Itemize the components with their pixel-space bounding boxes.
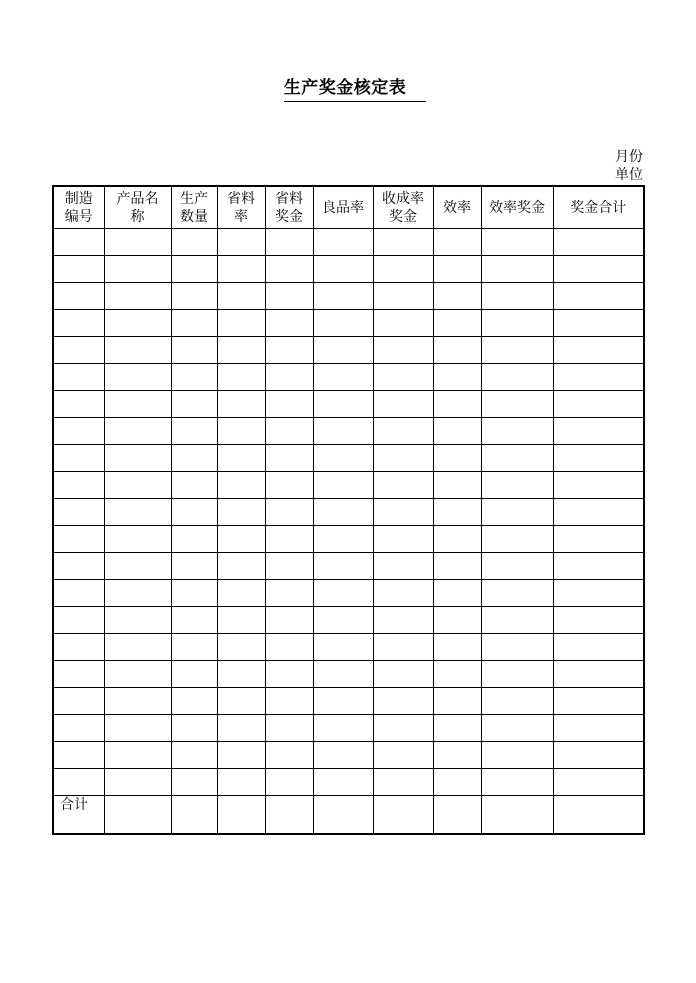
table-cell[interactable] (553, 364, 644, 391)
table-cell[interactable] (373, 580, 433, 607)
table-cell[interactable] (433, 499, 481, 526)
table-cell[interactable] (553, 445, 644, 472)
table-cell[interactable] (313, 283, 373, 310)
table-cell[interactable] (373, 553, 433, 580)
table-cell[interactable] (553, 661, 644, 688)
table-cell[interactable] (171, 256, 217, 283)
table-row (53, 715, 644, 742)
total-cell[interactable] (481, 796, 553, 835)
table-cell[interactable] (171, 391, 217, 418)
table-cell[interactable] (265, 634, 313, 661)
table-cell[interactable] (104, 283, 171, 310)
header-cell-production-qty: 生产 数量 (171, 186, 217, 229)
table-cell[interactable] (373, 256, 433, 283)
table-cell[interactable] (313, 337, 373, 364)
table-cell[interactable] (104, 661, 171, 688)
total-cell[interactable] (265, 796, 313, 835)
table-row (53, 769, 644, 796)
total-cell[interactable] (553, 796, 644, 835)
table-cell[interactable] (217, 526, 265, 553)
table-cell[interactable] (53, 553, 104, 580)
table-cell[interactable] (53, 688, 104, 715)
table-cell[interactable] (104, 688, 171, 715)
table-cell[interactable] (553, 337, 644, 364)
table-cell[interactable] (217, 337, 265, 364)
table-cell[interactable] (217, 607, 265, 634)
table-cell[interactable] (481, 688, 553, 715)
table-cell[interactable] (217, 553, 265, 580)
table-cell[interactable] (104, 607, 171, 634)
table-cell[interactable] (433, 688, 481, 715)
table-cell[interactable] (53, 418, 104, 445)
table-cell[interactable] (265, 445, 313, 472)
table-row (53, 553, 644, 580)
table-cell[interactable] (481, 661, 553, 688)
table-cell[interactable] (265, 607, 313, 634)
table-cell[interactable] (313, 445, 373, 472)
header-cell-harvest-rate-bonus: 收成率 奖金 (373, 186, 433, 229)
table-cell[interactable] (217, 580, 265, 607)
table-cell[interactable] (171, 472, 217, 499)
table-cell[interactable] (433, 472, 481, 499)
table-row (53, 337, 644, 364)
table-cell[interactable] (104, 310, 171, 337)
table-cell[interactable] (53, 769, 104, 796)
table-cell[interactable] (171, 553, 217, 580)
table-cell[interactable] (433, 364, 481, 391)
table-cell[interactable] (313, 607, 373, 634)
table-cell[interactable] (373, 364, 433, 391)
table-row (53, 283, 644, 310)
table-cell[interactable] (553, 283, 644, 310)
table-cell[interactable] (265, 688, 313, 715)
table-cell[interactable] (373, 445, 433, 472)
table-cell[interactable] (265, 337, 313, 364)
table-cell[interactable] (553, 229, 644, 256)
table-cell[interactable] (104, 364, 171, 391)
table-cell[interactable] (171, 661, 217, 688)
table-cell[interactable] (53, 580, 104, 607)
table-row (53, 499, 644, 526)
table-cell[interactable] (217, 499, 265, 526)
table-cell[interactable] (313, 688, 373, 715)
table-cell[interactable] (553, 607, 644, 634)
table-cell[interactable] (433, 607, 481, 634)
table-cell[interactable] (481, 337, 553, 364)
table-cell[interactable] (53, 526, 104, 553)
table-cell[interactable] (104, 526, 171, 553)
table-cell[interactable] (104, 634, 171, 661)
table-row (53, 364, 644, 391)
table-row (53, 607, 644, 634)
table-cell[interactable] (313, 499, 373, 526)
table-cell[interactable] (104, 229, 171, 256)
table-cell[interactable] (104, 391, 171, 418)
month-label: 月份 (615, 149, 643, 165)
table-cell[interactable] (553, 634, 644, 661)
table-cell[interactable] (53, 337, 104, 364)
table-cell[interactable] (553, 553, 644, 580)
table-cell[interactable] (373, 634, 433, 661)
table-cell[interactable] (373, 742, 433, 769)
header-cell-efficiency: 效率 (433, 186, 481, 229)
table-cell[interactable] (104, 472, 171, 499)
table-cell[interactable] (104, 742, 171, 769)
table-cell[interactable] (265, 310, 313, 337)
table-cell[interactable] (104, 256, 171, 283)
table-cell[interactable] (171, 634, 217, 661)
header-cell-bonus-total: 奖金合计 (553, 186, 644, 229)
table-cell[interactable] (53, 283, 104, 310)
table-cell[interactable] (433, 445, 481, 472)
table-row (53, 661, 644, 688)
table-cell[interactable] (313, 256, 373, 283)
table-row (53, 526, 644, 553)
table-cell[interactable] (265, 715, 313, 742)
table-cell[interactable] (171, 337, 217, 364)
table-cell[interactable] (265, 742, 313, 769)
table-cell[interactable] (433, 337, 481, 364)
table-cell[interactable] (171, 526, 217, 553)
table-cell[interactable] (373, 391, 433, 418)
total-cell[interactable] (171, 796, 217, 835)
table-cell[interactable] (53, 472, 104, 499)
table-cell[interactable] (217, 364, 265, 391)
table-cell[interactable] (171, 229, 217, 256)
table-cell[interactable] (433, 391, 481, 418)
table-cell[interactable] (171, 580, 217, 607)
table-cell[interactable] (481, 580, 553, 607)
table-cell[interactable] (104, 337, 171, 364)
table-cell[interactable] (373, 661, 433, 688)
table-cell[interactable] (104, 769, 171, 796)
header-cell-manufacture-no: 制造 编号 (53, 186, 104, 229)
table-cell[interactable] (433, 310, 481, 337)
table-cell[interactable] (481, 310, 553, 337)
header-cell-yield-rate: 良品率 (313, 186, 373, 229)
table-cell[interactable] (265, 391, 313, 418)
table-cell[interactable] (265, 553, 313, 580)
table-cell[interactable] (171, 715, 217, 742)
table-cell[interactable] (553, 499, 644, 526)
table-cell[interactable] (217, 769, 265, 796)
table-cell[interactable] (171, 499, 217, 526)
table-cell[interactable] (265, 364, 313, 391)
table-cell[interactable] (481, 526, 553, 553)
table-cell[interactable] (481, 364, 553, 391)
table-cell[interactable] (53, 742, 104, 769)
table-cell[interactable] (265, 580, 313, 607)
table-row (53, 418, 644, 445)
table-cell[interactable] (104, 553, 171, 580)
table-cell[interactable] (217, 283, 265, 310)
table-cell[interactable] (265, 418, 313, 445)
table-cell[interactable] (553, 391, 644, 418)
table-cell[interactable] (481, 499, 553, 526)
table-cell[interactable] (53, 256, 104, 283)
table-cell[interactable] (373, 499, 433, 526)
table-cell[interactable] (217, 472, 265, 499)
table-cell[interactable] (313, 310, 373, 337)
table-cell[interactable] (433, 715, 481, 742)
table-cell[interactable] (265, 769, 313, 796)
table-cell[interactable] (53, 445, 104, 472)
header-cell-efficiency-bonus: 效率奖金 (481, 186, 553, 229)
table-cell[interactable] (217, 418, 265, 445)
table-row (53, 688, 644, 715)
table-cell[interactable] (433, 580, 481, 607)
table-row (53, 634, 644, 661)
table-cell[interactable] (481, 283, 553, 310)
table-cell[interactable] (373, 769, 433, 796)
table-cell[interactable] (373, 283, 433, 310)
table-cell[interactable] (313, 229, 373, 256)
table-cell[interactable] (433, 283, 481, 310)
table-cell[interactable] (481, 445, 553, 472)
table-cell[interactable] (481, 391, 553, 418)
table-cell[interactable] (373, 310, 433, 337)
table-cell[interactable] (481, 742, 553, 769)
table-cell[interactable] (53, 229, 104, 256)
table-row (53, 580, 644, 607)
table-cell[interactable] (481, 715, 553, 742)
table-cell[interactable] (433, 769, 481, 796)
table-cell[interactable] (53, 391, 104, 418)
table-cell[interactable] (171, 310, 217, 337)
table-cell[interactable] (171, 418, 217, 445)
table-cell[interactable] (553, 742, 644, 769)
table-cell[interactable] (373, 607, 433, 634)
table-cell[interactable] (553, 472, 644, 499)
table-cell[interactable] (53, 715, 104, 742)
table-cell[interactable] (217, 688, 265, 715)
header-cell-product-name: 产品名 称 (104, 186, 171, 229)
table-cell[interactable] (217, 256, 265, 283)
table-cell[interactable] (373, 688, 433, 715)
table-cell[interactable] (481, 229, 553, 256)
table-cell[interactable] (53, 364, 104, 391)
table-cell[interactable] (217, 715, 265, 742)
table-cell[interactable] (313, 580, 373, 607)
table-cell[interactable] (313, 391, 373, 418)
table-cell[interactable] (433, 418, 481, 445)
table-cell[interactable] (481, 634, 553, 661)
table-cell[interactable] (481, 472, 553, 499)
table-cell[interactable] (53, 634, 104, 661)
table-cell[interactable] (171, 445, 217, 472)
table-cell[interactable] (553, 769, 644, 796)
table-row (53, 391, 644, 418)
table-cell[interactable] (553, 580, 644, 607)
header-row (53, 186, 644, 229)
bonus-table (52, 185, 645, 835)
table-cell[interactable] (265, 229, 313, 256)
table-cell[interactable] (373, 472, 433, 499)
table-cell[interactable] (265, 661, 313, 688)
table-cell[interactable] (373, 229, 433, 256)
table-cell[interactable] (313, 769, 373, 796)
table-cell[interactable] (53, 661, 104, 688)
table-cell[interactable] (313, 715, 373, 742)
table-cell[interactable] (481, 607, 553, 634)
table-cell[interactable] (313, 553, 373, 580)
table-cell[interactable] (104, 580, 171, 607)
table-cell[interactable] (104, 715, 171, 742)
table-cell[interactable] (217, 310, 265, 337)
table-cell[interactable] (265, 256, 313, 283)
table-cell[interactable] (433, 526, 481, 553)
table-cell[interactable] (53, 499, 104, 526)
table-cell[interactable] (171, 364, 217, 391)
unit-label: 单位 (615, 167, 643, 183)
table-cell[interactable] (373, 715, 433, 742)
total-cell[interactable] (104, 796, 171, 835)
table-cell[interactable] (433, 256, 481, 283)
table-cell[interactable] (313, 661, 373, 688)
table-row (53, 229, 644, 256)
table-cell[interactable] (104, 418, 171, 445)
table-row (53, 445, 644, 472)
table-cell[interactable] (433, 229, 481, 256)
table-row (53, 472, 644, 499)
table-cell[interactable] (481, 418, 553, 445)
table-cell[interactable] (553, 526, 644, 553)
table-cell[interactable] (217, 391, 265, 418)
table-cell[interactable] (313, 742, 373, 769)
table-cell[interactable] (313, 418, 373, 445)
table-cell[interactable] (433, 634, 481, 661)
table-cell[interactable] (553, 310, 644, 337)
table-cell[interactable] (53, 607, 104, 634)
table-cell[interactable] (313, 472, 373, 499)
table-cell[interactable] (217, 229, 265, 256)
total-cell[interactable] (433, 796, 481, 835)
table-cell[interactable] (217, 742, 265, 769)
table-row (53, 742, 644, 769)
header-cell-material-saving-bonus: 省料 奖金 (265, 186, 313, 229)
table-cell[interactable] (171, 688, 217, 715)
total-row (53, 796, 644, 835)
table-cell[interactable] (553, 688, 644, 715)
form-title (0, 76, 696, 102)
table-row (53, 310, 644, 337)
form-title-text: 生产奖金核定表 (284, 76, 427, 102)
table-cell[interactable] (265, 472, 313, 499)
table-cell[interactable] (265, 499, 313, 526)
table-cell[interactable] (433, 553, 481, 580)
table-cell[interactable] (553, 418, 644, 445)
header-cell-material-saving-rate: 省料 率 (217, 186, 265, 229)
table-cell[interactable] (433, 742, 481, 769)
table-cell[interactable] (373, 526, 433, 553)
total-label: 合计 (53, 796, 104, 835)
table-row (53, 256, 644, 283)
total-cell[interactable] (313, 796, 373, 835)
table-cell[interactable] (553, 256, 644, 283)
table-cell[interactable] (373, 418, 433, 445)
total-cell[interactable] (373, 796, 433, 835)
table-cell[interactable] (171, 769, 217, 796)
table-cell[interactable] (171, 742, 217, 769)
total-cell[interactable] (217, 796, 265, 835)
table-cell[interactable] (481, 256, 553, 283)
table-cell[interactable] (433, 661, 481, 688)
table-cell[interactable] (265, 526, 313, 553)
table-cell[interactable] (553, 715, 644, 742)
table-cell[interactable] (217, 661, 265, 688)
table-cell[interactable] (313, 364, 373, 391)
table-cell[interactable] (313, 526, 373, 553)
table-cell[interactable] (104, 499, 171, 526)
table-cell[interactable] (373, 337, 433, 364)
table-cell[interactable] (171, 607, 217, 634)
table-cell[interactable] (217, 445, 265, 472)
table-cell[interactable] (53, 310, 104, 337)
table-cell[interactable] (265, 283, 313, 310)
table-cell[interactable] (171, 283, 217, 310)
table-cell[interactable] (481, 769, 553, 796)
table-cell[interactable] (313, 634, 373, 661)
table-cell[interactable] (481, 553, 553, 580)
table-cell[interactable] (217, 634, 265, 661)
table-cell[interactable] (104, 445, 171, 472)
table-body (53, 229, 644, 835)
